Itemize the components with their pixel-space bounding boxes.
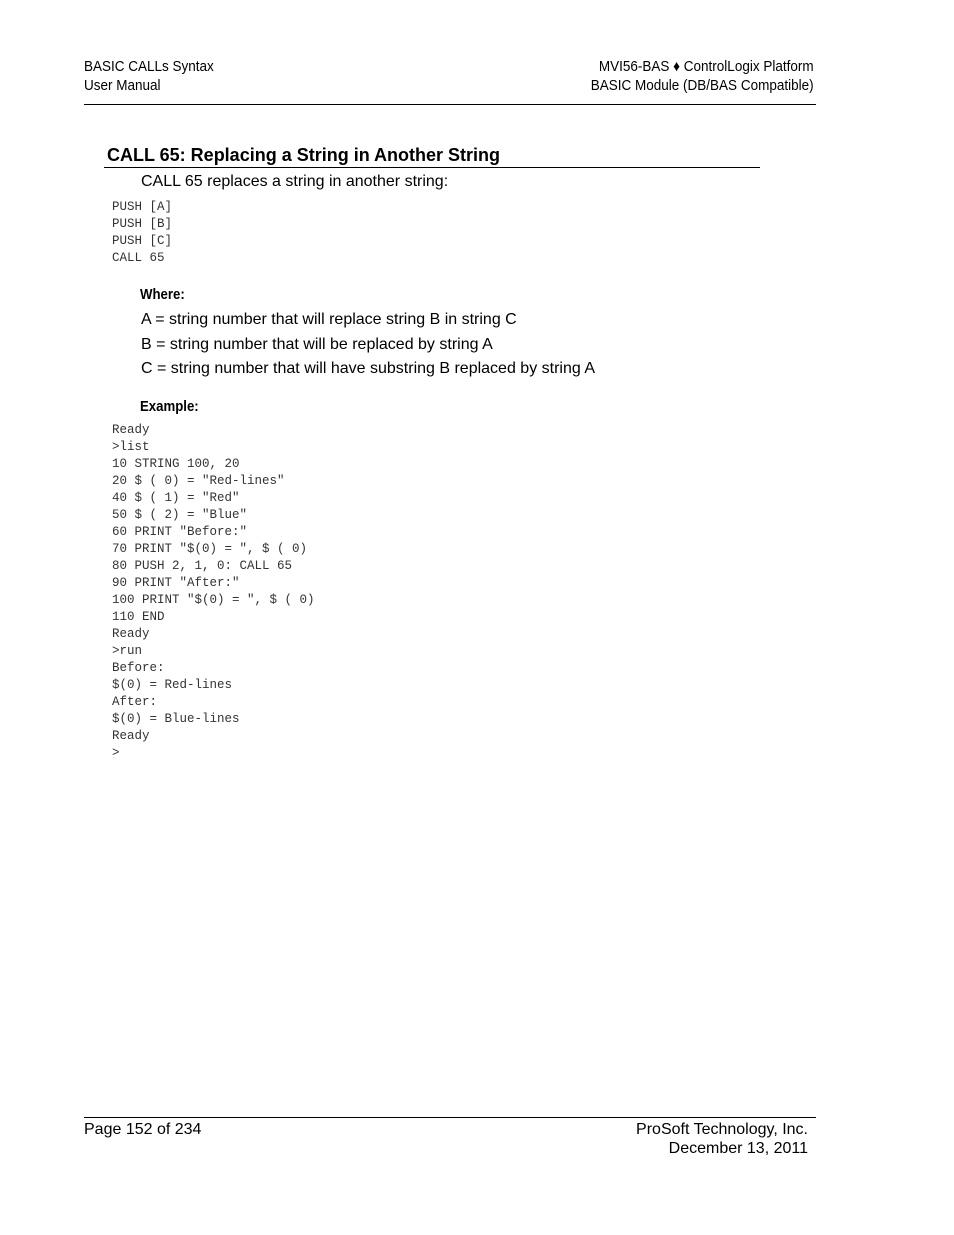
footer-divider	[84, 1117, 816, 1118]
code-line: PUSH [C]	[112, 234, 173, 248]
code-line: Ready	[112, 627, 150, 641]
code-line: 20 $ ( 0) = "Red-lines"	[112, 474, 285, 488]
company-name: ProSoft Technology, Inc.	[636, 1121, 808, 1138]
where-item-a: A = string number that will replace string B in string C	[141, 311, 517, 328]
header-section-name: BASIC CALLs Syntax	[84, 58, 214, 75]
page-number: Page 152 of 234	[84, 1121, 202, 1138]
code-line: >	[112, 746, 120, 760]
where-list	[141, 308, 595, 382]
code-line: >list	[112, 440, 150, 454]
example-label: Example:	[140, 398, 199, 415]
code-line: 80 PUSH 2, 1, 0: CALL 65	[112, 559, 293, 573]
code-line: Ready	[112, 423, 150, 437]
code-line: 110 END	[112, 610, 165, 624]
code-line: 90 PRINT "After:"	[112, 576, 240, 590]
code-line: >run	[112, 644, 143, 658]
code-line: $(0) = Blue-lines	[112, 712, 240, 726]
header-manual-type: User Manual	[84, 77, 161, 94]
header-divider	[84, 104, 816, 105]
header-module: BASIC Module (DB/BAS Compatible)	[591, 77, 814, 94]
publish-date: December 13, 2011	[668, 1140, 808, 1157]
syntax-code-block	[112, 199, 172, 267]
footer-right	[636, 1120, 808, 1158]
code-line: Ready	[112, 729, 150, 743]
code-line: 10 STRING 100, 20	[112, 457, 240, 471]
where-item-b: B = string number that will be replaced by string A	[141, 335, 493, 353]
code-line: $(0) = Red-lines	[112, 678, 233, 692]
where-label: Where:	[140, 286, 185, 303]
where-item-c: C = string number that will have substring B replaced by string A	[141, 360, 595, 377]
code-line: PUSH [B]	[112, 217, 173, 231]
code-line: 100 PRINT "$(0) = ", $ ( 0)	[112, 593, 315, 607]
section-title: CALL 65: Replacing a String in Another String	[107, 145, 501, 165]
code-line: CALL 65	[112, 251, 165, 265]
title-underline	[104, 167, 760, 168]
code-line: Before:	[112, 661, 165, 675]
header-left	[84, 57, 214, 95]
code-line: 60 PRINT "Before:"	[112, 525, 248, 539]
code-line: PUSH [A]	[112, 200, 173, 214]
code-line: After:	[112, 695, 158, 709]
code-line: 40 $ ( 1) = "Red"	[112, 491, 240, 505]
header-right	[591, 57, 814, 95]
code-line: 50 $ ( 2) = "Blue"	[112, 508, 248, 522]
example-code-block	[112, 422, 315, 762]
code-line: 70 PRINT "$(0) = ", $ ( 0)	[112, 542, 308, 556]
section-intro: CALL 65 replaces a string in another string:	[141, 173, 449, 190]
header-product: MVI56-BAS ♦ ControlLogix Platform	[599, 58, 814, 75]
